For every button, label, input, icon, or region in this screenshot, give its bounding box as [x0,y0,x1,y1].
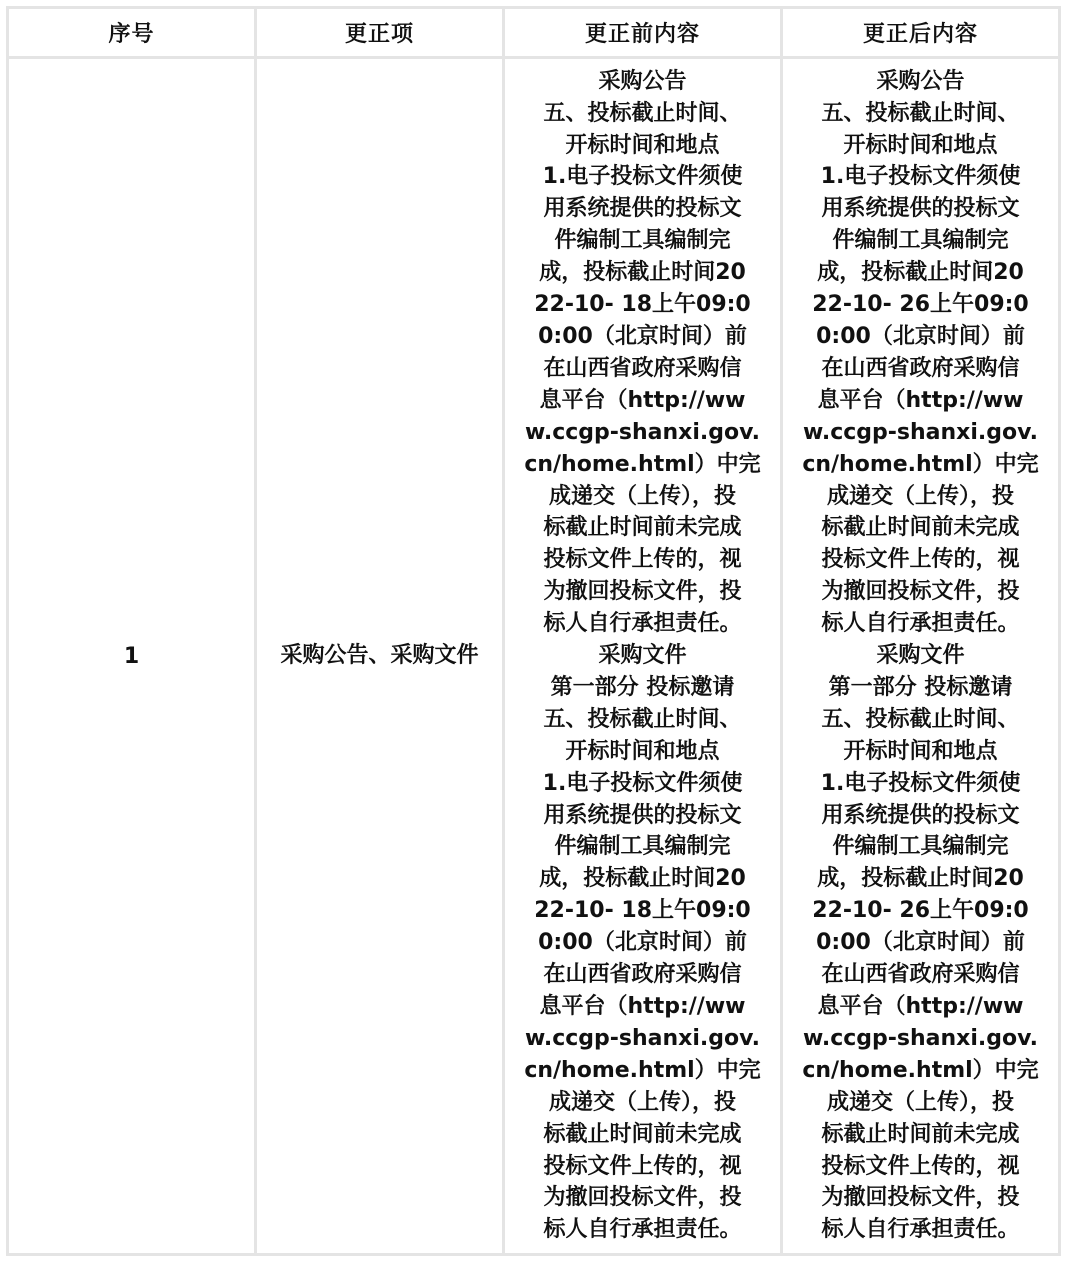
table-body [8,58,1060,1255]
correction-table-container [6,6,1058,1256]
table-row [8,58,1060,1255]
table-header [8,8,1060,58]
correction-table [6,6,1061,1256]
row-correction-item: 采购公告、采购文件 [256,58,504,1255]
row-after-cell [782,58,1060,1255]
row-before-cell [504,58,782,1255]
header-row [8,8,1060,58]
header-before: 更正前内容 [504,8,782,58]
after-content: 采购公告 五、投标截止时间、 开标时间和地点 1.电子投标文件须使 用系统提供的投标文 件编制工具编制完 成，投标截止时间20 22-10- 26上午09:0 0:00（北京时间）前 在山西省政府采购信 息平台（http://ww w.ccgp-shanxi.gov. cn/home.html）中完 成递交（上传），投 标截止时间前未完成 投标文件上传的，视 为撤回投标文件，投 标人自行承担责任。 采购文件 第一部分 投标邀请 五、投标截止时间、 开标时间和地点 1.电子投标文件须使 用系统提供的投标文 件编制工具编制完 成，投标截止时间20 22-10- 26上午09:0 0:00（北京时间）前 在山西省政府采购信 息平台（http://ww w.ccgp-shanxi.gov. cn/home.html）中完 成递交（上传），投 标截止时间前未完成 投标文件上传的，视 为撤回投标文件，投 标人自行承担责任。 [802,68,1039,1243]
before-content: 采购公告 五、投标截止时间、 开标时间和地点 1.电子投标文件须使 用系统提供的投标文 件编制工具编制完 成，投标截止时间20 22-10- 18上午09:0 0:00（北京时间）前 在山西省政府采购信 息平台（http://ww w.ccgp-shanxi.gov. cn/home.html）中完 成递交（上传），投 标截止时间前未完成 投标文件上传的，视 为撤回投标文件，投 标人自行承担责任。 采购文件 第一部分 投标邀请 五、投标截止时间、 开标时间和地点 1.电子投标文件须使 用系统提供的投标文 件编制工具编制完 成，投标截止时间20 22-10- 18上午09:0 0:00（北京时间）前 在山西省政府采购信 息平台（http://ww w.ccgp-shanxi.gov. cn/home.html）中完 成递交（上传），投 标截止时间前未完成 投标文件上传的，视 为撤回投标文件，投 标人自行承担责任。 [524,68,761,1243]
header-after: 更正后内容 [782,8,1060,58]
row-seq: 1 [8,58,256,1255]
header-item: 更正项 [256,8,504,58]
header-seq: 序号 [8,8,256,58]
